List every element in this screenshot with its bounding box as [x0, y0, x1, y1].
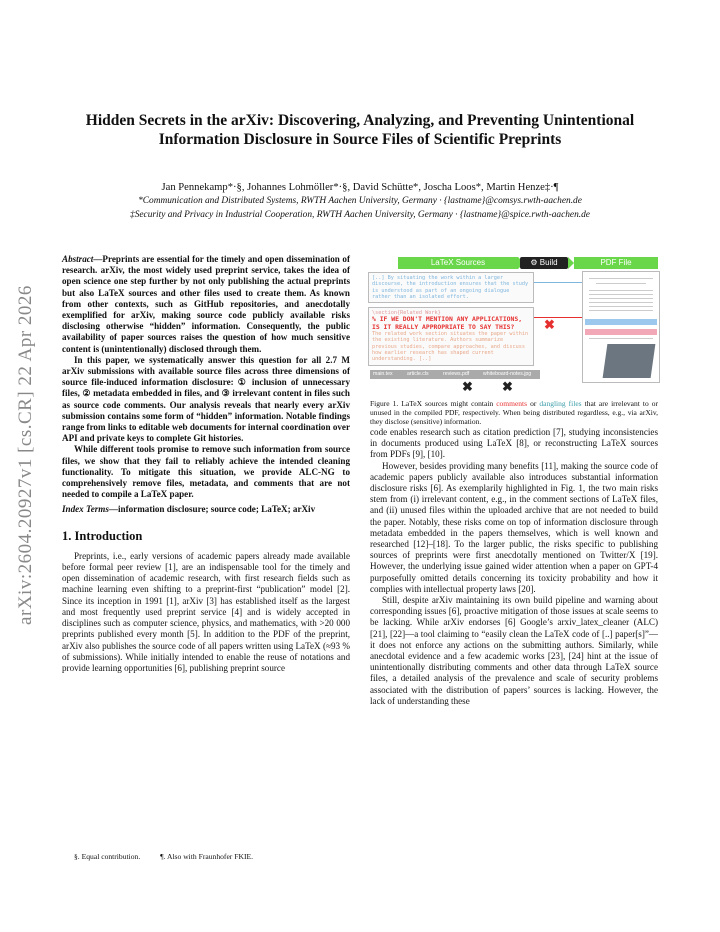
pdf-title-line	[589, 278, 653, 279]
abstract-paragraph-1: Preprints are essential for the timely and open dissemination of research. arXiv, the most widely used preprint service, takes the idea of open science one step further by not only publishing the actual preprints but also LaTeX sources and other files used to create them. As known from other contexts, such as GitHub repositories, and anecdotally exemplified for arXiv, making source code publicly available risks disclosing otherwise “hidden” information. Consequently, the public availability of paper sources raises the question of how much sensitive content is (unintentionally) disclosed through them.	[62, 254, 350, 354]
right-paragraph-1: code enables research such as citation prediction [7], studying inconsistencies in documents produced using LaTeX [8], or reconstructing LaTeX sources from PDFs [9], [10].	[370, 427, 658, 460]
right-column	[370, 427, 658, 707]
pdf-text-line	[589, 310, 653, 311]
lane-pdf-file: PDF File	[574, 257, 658, 269]
pdf-author-line	[596, 283, 646, 284]
caption-or: or	[527, 399, 540, 408]
lane-latex-sources: LaTeX Sources	[398, 257, 518, 269]
paper-title: Hidden Secrets in the arXiv: Discovering, Analyzing, and Preventing Unintentional Information Disclosure in Source Files of Scientific Preprints	[85, 112, 635, 148]
abstract-paragraph-2: In this paper, we systematically answer this question for all 2.7 M arXiv submissions with available source files across three dimensions of source file-induced information disclosure: ① inclusion of unnecessary files, ② metadata embedded in files, and ③ irrelevant content in files such as source code comments. Our analysis reveals that nearly every arXiv submission contains some form of “hidden” information. Notable findings range from links to editable web documents for internal coordination over API and private keys to complete Git histories.	[62, 354, 350, 444]
related-work-alert-comment: % IF WE DON'T MENTION ANY APPLICATIONS, IS IT REALLY APPROPRIATE TO SAY THIS?	[372, 315, 523, 331]
caption-text: Figure 1. LaTeX sources might contain	[370, 399, 497, 408]
right-paragraph-3: Still, despite arXiv maintaining its own build pipeline and warning about corresponding issues [6], proactive mitigation of those issues at scale seems to be lacking. While arXiv endorses [6] Google’s arxiv_latex_cleaner (ALC) [21], [22]—a tool claiming to “easily clean the LaTeX code of [..] paper[s]”—it does not enforce any actions on the submitting authors. Similarly, while anecdotal evidence and a few academic works [23], [24] hint at the issue of unintentionally distributing comments and other data through LaTeX source files, a detailed analysis of the prevalence and scale of security problems associated with the distribution of papers’ sources is lacking. However, the lack of understanding these	[370, 595, 658, 706]
footnote-1: §. Equal contribution.	[74, 852, 141, 861]
caption-comments: comments	[496, 399, 528, 408]
file-chip-article-cls: article.cls	[404, 370, 442, 379]
cross-icon: ✖	[462, 379, 473, 394]
caption-dangling-files: dangling files	[539, 399, 582, 408]
file-chip-whiteboard-notes: whiteboard-notes.jpg	[480, 370, 540, 379]
pdf-text-line	[589, 338, 653, 339]
file-chip-reviews-pdf: reviews.pdf	[440, 370, 482, 379]
index-terms-text: information disclosure; source code; LaTeX; arXiv	[118, 504, 316, 515]
source-related-work-block	[368, 307, 534, 366]
arxiv-identifier-stamp	[14, 240, 38, 670]
index-terms-lead: Index Terms—	[62, 504, 119, 515]
footnotes	[74, 852, 271, 861]
flow-line-included	[534, 282, 582, 283]
pdf-text-line	[589, 306, 653, 307]
pdf-highlight-blue	[585, 319, 657, 325]
right-paragraph-2: However, besides providing many benefits [11], making the source code of academic papers publicly available also introduces substantial information disclosure risks [6]. As exemplarily highlighted in Fig. 1, the two main risks stem from (i) irrelevant content, e.g., in the comment sections of LaTeX files, and (ii) unused files within the uploaded archive that are not needed to build the paper. Notably, these risks come on top of information disclosure through metadata embedded in the papers themselves, which is well known and researched [12]–[18]. To the larger public, the risks specific to publishing sources of preprints were first anecdotally mentioned on Twitter/X [19]. However, the underlying issue gained wider attention when a paper on GPT-4 purposefully omitted details concerning its toxicity probability and how it complies with intellectual property laws [20].	[370, 460, 658, 594]
lane-build: ⚙ Build	[520, 257, 568, 269]
flow-line-comment	[534, 317, 582, 318]
abstract-lead: Abstract—	[62, 254, 103, 264]
affiliation-2: ‡Security and Privacy in Industrial Cooperation, RWTH Aachen University, Germany · {lastname}@spice.rwth-aachen.de	[130, 210, 590, 220]
author-list: Jan Pennekamp*·§, Johannes Lohmöller*·§, David Schütte*, Joscha Loos*, Martin Henze‡·¶	[161, 182, 559, 193]
introduction-paragraph-1: Preprints, i.e., early versions of academic papers already made available before formal peer review [1], are an indispensable tool for the timely and open dissemination of academic research, with first research fields such as machine learning even shifting to a preprint-first “publication” model [2]. Since its inception in 1991 [1], arXiv [3] has established itself as the largest and most frequently used preprint service [4] and is widely accepted in disciplines such as computer science, physics, and mathematics, with >20 000 preprints published every month [5]. In addition to the PDF of the preprint, arXiv also publishes the source code of all papers written using LaTeX (≈93 % of submissions). While initially intended to enable the reuse of notations and provide learning opportunities [6], publishing preprint source	[62, 550, 350, 673]
footnote-2: ¶. Also with Fraunhofer FKIE.	[160, 852, 254, 861]
abstract-paragraph-3: While different tools promise to remove such information from source files, we show that they fail to reliably achieve the intended cleaning functionality. To mitigate this situation, we provide ALC-NG to comprehensively remove files, metadata, and comments that are not needed to compile a LaTeX paper.	[62, 444, 350, 500]
caption-suffix: that are irrelevant to or unused in the compiled PDF, respectively. When being distributed regardless, e.g., via arXiv, they disclose (sensitive) information.	[370, 399, 658, 427]
affiliation-1: *Communication and Distributed Systems, RWTH Aachen University, Germany · {lastname}@comsys.rwth-aachen.de	[138, 196, 582, 206]
section-heading-introduction: 1. Introduction	[62, 528, 143, 543]
pdf-text-line	[589, 290, 653, 291]
related-work-body: The related work section situates the paper within the existing literature. Authors summarize previous studies, compare approaches, and discuss how earlier research has shaped current understanding. [..]	[372, 330, 529, 363]
cross-icon: ✖	[502, 379, 513, 394]
pdf-text-line	[589, 298, 653, 299]
figure-1-caption	[370, 399, 658, 427]
pdf-text-line	[589, 294, 653, 295]
figure-1	[368, 255, 660, 397]
related-work-heading: \section{Related Work}	[372, 310, 441, 316]
left-column	[62, 254, 350, 674]
whiteboard-photo-image	[603, 344, 656, 378]
file-chip-main-tex: main.tex	[370, 370, 406, 379]
source-comment-block: [..] By situating the work within a larger discourse, the introduction ensures that the study is understood as part of an ongoing dialogue rather than an isolated effort.	[368, 272, 534, 303]
pdf-highlight-pink	[585, 329, 657, 335]
abstract	[62, 254, 350, 500]
pdf-page-thumbnail	[582, 271, 660, 383]
index-terms	[62, 504, 350, 515]
pdf-text-line	[589, 302, 653, 303]
arxiv-id-text: arXiv:2604.20927v1 [cs.CR] 22 Apr 2026	[15, 285, 36, 625]
cross-icon: ✖	[544, 317, 555, 332]
